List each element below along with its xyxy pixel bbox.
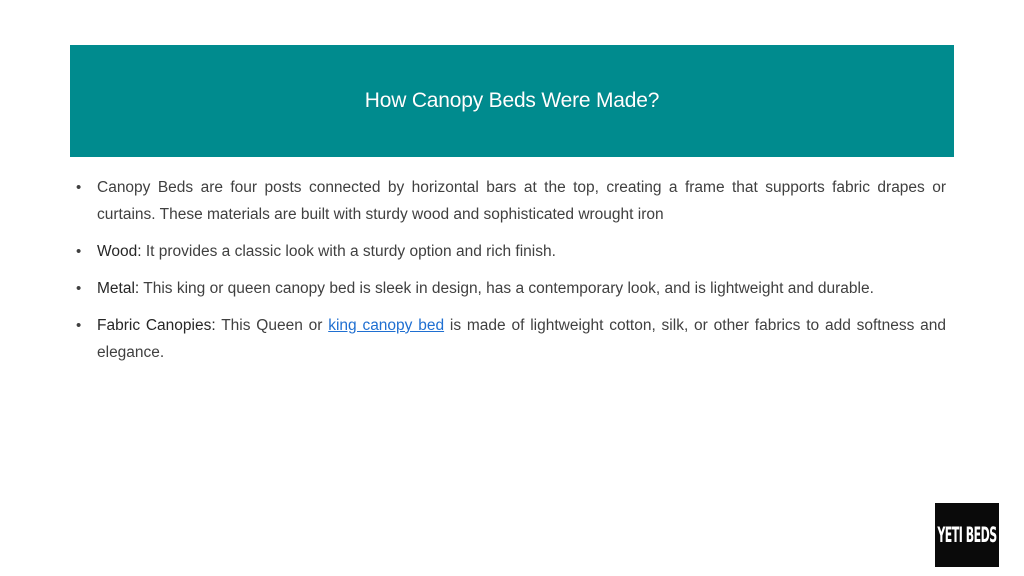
bullet-text: This king or queen canopy bed is sleek in design, has a contemporary look, and is lightweight and durable. — [139, 280, 874, 297]
bullet-text: is made of lightweight cotton, silk, or other fabrics to add softness and elegance. — [97, 317, 946, 361]
bullet-icon: • — [76, 243, 82, 260]
bullet-term: Fabric Canopies: — [97, 317, 216, 334]
bullet-text: Canopy Beds are four posts connected by horizontal bars at the top, creating a frame that supports fabric drapes or curtains. These materials are built with sturdy wood and sophisticated wrought iron — [97, 179, 946, 223]
bullet-term: Wood: — [97, 243, 142, 260]
title-banner — [70, 45, 954, 157]
bullet-item-canopy-beds — [76, 174, 946, 228]
bullet-icon: • — [76, 317, 82, 334]
bullet-item-wood — [76, 238, 946, 265]
logo-text: YETI BEDS — [937, 522, 997, 548]
bullet-icon: • — [76, 179, 82, 196]
king-canopy-bed-link[interactable]: king canopy bed — [328, 317, 445, 334]
slide-title: How Canopy Beds Were Made? — [364, 89, 660, 112]
bullet-text: This Queen or — [215, 317, 329, 334]
bullet-list — [76, 174, 946, 376]
yeti-beds-logo — [935, 503, 999, 567]
bullet-term: Metal: — [97, 280, 140, 297]
bullet-text: It provides a classic look with a sturdy option and rich finish. — [141, 243, 556, 260]
bullet-icon: • — [76, 280, 82, 297]
bullet-item-metal — [76, 275, 946, 302]
bullet-item-fabric-canopies — [76, 312, 946, 366]
